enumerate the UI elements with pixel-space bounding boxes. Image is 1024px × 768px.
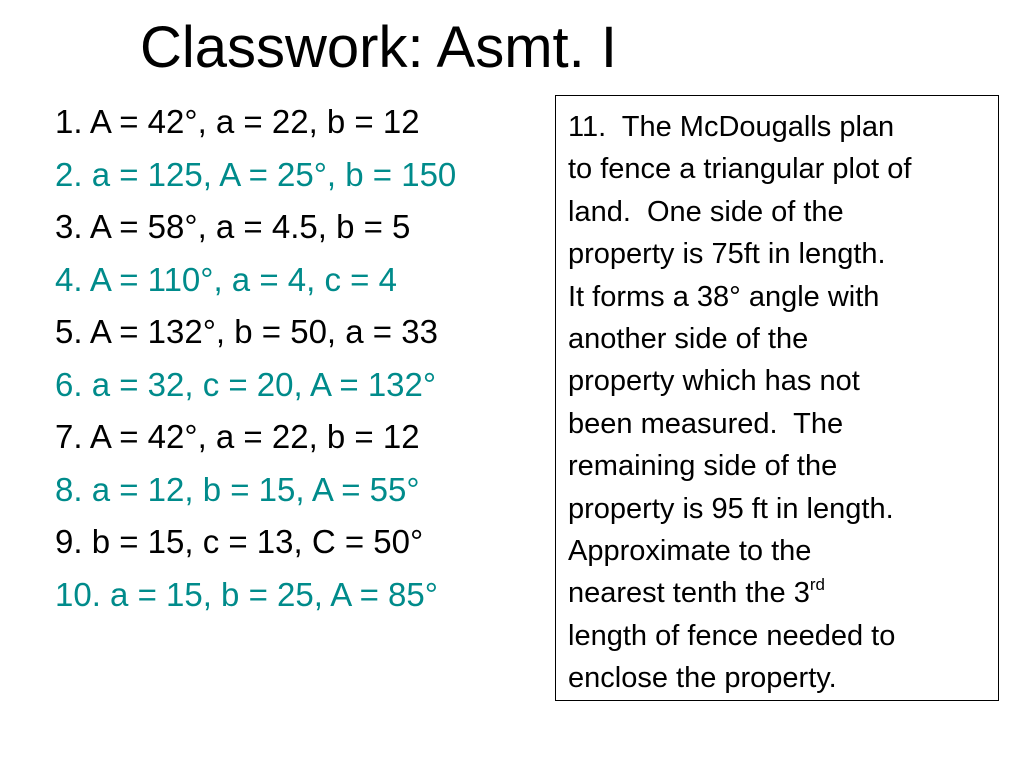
problem-list: [55, 96, 550, 621]
word-problem-box: [555, 95, 999, 701]
word-problem-line: enclose the property.: [568, 662, 837, 695]
word-problem-line: property is 75ft in length.: [568, 238, 886, 271]
problem-item: 9. b = 15, c = 13, C = 50°: [55, 523, 424, 560]
problem-item: 6. a = 32, c = 20, A = 132°: [55, 365, 437, 403]
word-problem-line: It forms a 38° angle with: [568, 280, 880, 313]
problem-item: 10. a = 15, b = 25, A = 85°: [55, 575, 438, 613]
word-problem-text: nearest tenth the 3: [568, 577, 810, 610]
problem-item: 8. a = 12, b = 15, A = 55°: [55, 470, 420, 508]
problem-item: 3. A = 58°, a = 4.5, b = 5: [55, 208, 411, 245]
ordinal-superscript: rd: [809, 575, 825, 595]
problem-item: 4. A = 110°, a = 4, c = 4: [55, 260, 397, 298]
word-problem-line: to fence a triangular plot of: [568, 153, 912, 186]
problem-item: 2. a = 125, A = 25°, b = 150: [55, 155, 457, 193]
word-problem-line: another side of the: [568, 322, 809, 355]
word-problem-line: property which has not: [568, 365, 860, 398]
problem-item: 1. A = 42°, a = 22, b = 12: [55, 103, 420, 140]
word-problem-line-ordinal: [568, 572, 988, 614]
word-problem-line: land. One side of the: [568, 195, 844, 228]
word-problem-line: property is 95 ft in length.: [568, 492, 894, 525]
problem-item: 7. A = 42°, a = 22, b = 12: [55, 418, 420, 455]
slide-title: Classwork: Asmt. I: [140, 15, 617, 80]
word-problem-line: 11. The McDougalls plan: [568, 111, 895, 143]
problem-item: 5. A = 132°, b = 50, a = 33: [55, 313, 438, 350]
word-problem-line: Approximate to the: [568, 534, 812, 567]
word-problem-line: been measured. The: [568, 407, 844, 440]
word-problem-line: remaining side of the: [568, 450, 838, 483]
word-problem-line: length of fence needed to: [568, 619, 896, 652]
